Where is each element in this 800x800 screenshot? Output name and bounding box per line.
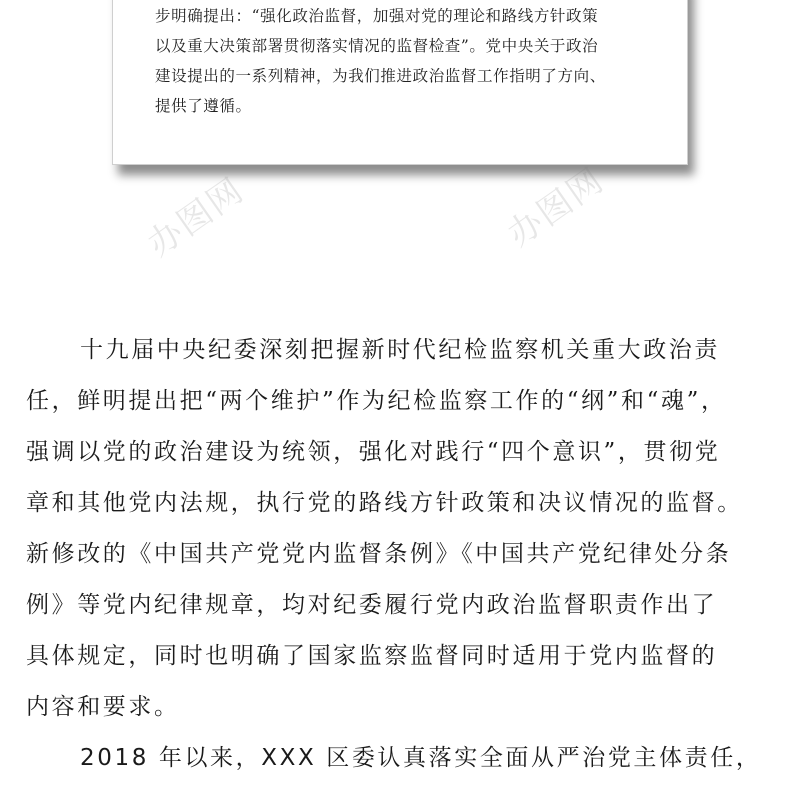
paragraph-line: 2018 年以来，XXX 区委认真落实全面从严治党主体责任， — [80, 745, 762, 771]
quote-line: 步明确提出：“强化政治监督，加强对党的理论和路线方针政策 — [155, 7, 599, 25]
paragraph-line: 内容和要求。 — [26, 694, 180, 720]
paragraph-line: 十九届中央纪委深刻把握新时代纪检监察机关重大政治责 — [80, 337, 720, 363]
quote-text — [155, 1, 655, 121]
watermark: 办图网 — [140, 170, 252, 265]
quote-line: 以及重大决策部署贯彻落实情况的监督检查”。党中央关于政治 — [155, 37, 599, 55]
paragraph-line: 新修改的《中国共产党党内监督条例》《中国共产党纪律处分条 — [26, 541, 732, 567]
paragraph-line: 任，鲜明提出把“两个维护”作为纪检监察工作的“纲”和“魂”， — [26, 388, 727, 414]
paragraph-line: 具体规定，同时也明确了国家监察监督同时适用于党内监督的 — [26, 643, 718, 669]
quote-line: 建设提出的一系列精神，为我们推进政治监督工作指明了方向、 — [155, 67, 606, 85]
quote-line: 提供了遵循。 — [155, 97, 252, 115]
paragraph-line: 例》等党内纪律规章，均对纪委履行党内政治监督职责作出了 — [26, 592, 718, 618]
paragraph-line: 章和其他党内法规，执行党的路线方针政策和决议情况的监督。 — [26, 490, 743, 516]
watermark: 办图网 — [500, 160, 612, 255]
quote-box — [112, 0, 688, 165]
body-text — [26, 325, 778, 784]
paragraph-line: 强调以党的政治建设为统领，强化对践行“四个意识”，贯彻党 — [26, 439, 721, 465]
